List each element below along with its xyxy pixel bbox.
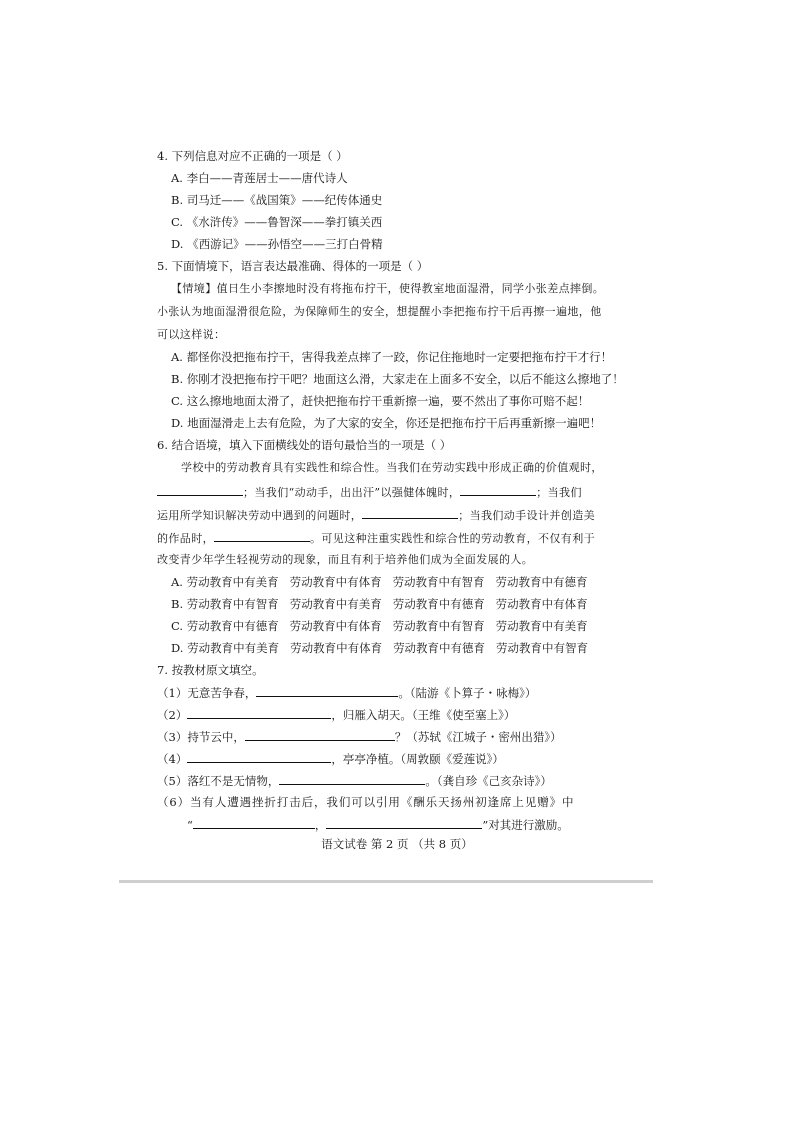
q7-item: （3）持节云中， ？（苏轼《江城子・密州出猎》） bbox=[157, 730, 562, 744]
page-footer: 语文试卷 第 2 页 （共 8 页） bbox=[321, 837, 473, 851]
q5-option-c: C. 这么擦地地面太滑了，赶快把拖布拧干重新擦一遍，要不然出了事你可赔不起！ bbox=[171, 394, 590, 408]
q5-stem: 5. 下面情境下，语言表达最准确、得体的一项是（ ） bbox=[157, 259, 429, 273]
q6-option-d: D. 劳动教育中有美育 劳动教育中有体育 劳动教育中有德育 劳动教育中有智育 bbox=[171, 641, 589, 655]
q7-item: （2） ，归雁入胡天。（王维《使至塞上》） bbox=[157, 708, 516, 722]
q5-option-d: D. 地面湿滑走上去有危险，为了大家的安全，你还是把拖布拧干后再重新擦一遍吧！ bbox=[171, 416, 602, 430]
q5-option-b: B. 你刚才没把拖布拧干吧？地面这么滑，大家走在上面多不安全，以后不能这么擦地了！ bbox=[171, 372, 624, 386]
fill-blank[interactable] bbox=[279, 772, 425, 785]
q6-option-c: C. 劳动教育中有德育 劳动教育中有体育 劳动教育中有智育 劳动教育中有美育 bbox=[171, 619, 588, 633]
q6-passage-line: 学校中的劳动教育具有实践性和综合性。当我们在劳动实践中形成正确的价值观时， bbox=[181, 461, 603, 474]
fill-blank[interactable] bbox=[187, 706, 331, 719]
fill-blank[interactable] bbox=[193, 816, 315, 829]
q6-passage-line: 的作品时， 。可见这种注重实践性和综合性的劳动教育，不仅有利于 bbox=[157, 529, 595, 547]
q5-context-line: 【情境】值日生小李擦地时没有将拖布拧干，使得教室地面湿滑，同学小张差点摔倒。 bbox=[171, 282, 605, 295]
fill-blank[interactable] bbox=[245, 728, 395, 741]
q4-stem: 4. 下列信息对应不正确的一项是（ ） bbox=[157, 149, 348, 163]
q5-context-line: 小张认为地面湿滑很危险，为保障师生的安全，想提醒小李把拖布拧干后再擦一遍地，他 bbox=[157, 305, 602, 318]
q4-option-c: C. 《水浒传》——鲁智深——拳打镇关西 bbox=[171, 215, 383, 229]
q5-option-a: A. 都怪你没把拖布拧干，害得我差点摔了一跤，你记住拖地时一定要把拖布拧干才行！ bbox=[171, 350, 613, 364]
page-divider bbox=[119, 880, 653, 883]
q6-passage-line: 运用所学知识解决劳动中遇到的问题时， ；当我们动手设计并创造美 bbox=[157, 506, 595, 524]
fill-blank[interactable] bbox=[187, 750, 331, 763]
q5-context-line: 可以这样说： bbox=[157, 328, 226, 341]
q7-item: （6）当有人遭遇挫折打击后，我们可以引用《酬乐天扬州初逢席上见赠》中 bbox=[157, 795, 575, 809]
q7-item: “ ， ”对其进行激励。 bbox=[187, 818, 569, 832]
fill-blank[interactable] bbox=[326, 816, 482, 829]
fill-blank[interactable] bbox=[362, 506, 458, 519]
q6-option-a: A. 劳动教育中有美育 劳动教育中有体育 劳动教育中有智育 劳动教育中有德育 bbox=[171, 575, 588, 589]
q6-passage-line: 改变青少年学生轻视劳动的现象，而且有利于培养他们成为全面发展的人。 bbox=[157, 553, 534, 566]
fill-blank[interactable] bbox=[214, 529, 310, 542]
q4-option-b: B. 司马迁——《战国策》——纪传体通史 bbox=[171, 193, 383, 207]
q6-option-b: B. 劳动教育中有智育 劳动教育中有美育 劳动教育中有德育 劳动教育中有体育 bbox=[171, 597, 588, 611]
q7-item: （5）落红不是无情物， 。（龚自珍《己亥杂诗》） bbox=[157, 774, 552, 788]
q4-option-d: D. 《西游记》——孙悟空——三打白骨精 bbox=[171, 237, 383, 251]
fill-blank[interactable] bbox=[256, 684, 398, 697]
fill-blank[interactable] bbox=[157, 483, 243, 496]
q7-stem: 7. 按教材原文填空。 bbox=[157, 663, 264, 677]
q6-stem: 6. 结合语境，填入下面横线处的语句最恰当的一项是（ ） bbox=[157, 438, 452, 452]
q6-passage-line: ；当我们“动动手，出出汗”以强健体魄时， ；当我们 bbox=[157, 483, 582, 501]
fill-blank[interactable] bbox=[460, 483, 536, 496]
q7-item: （1）无意苦争春， 。（陆游《卜算子・咏梅》） bbox=[157, 686, 537, 700]
q4-option-a: A. 李白——青莲居士——唐代诗人 bbox=[171, 171, 348, 185]
q7-item: （4） ，亭亭净植。（周敦颐《爱莲说》） bbox=[157, 752, 504, 766]
